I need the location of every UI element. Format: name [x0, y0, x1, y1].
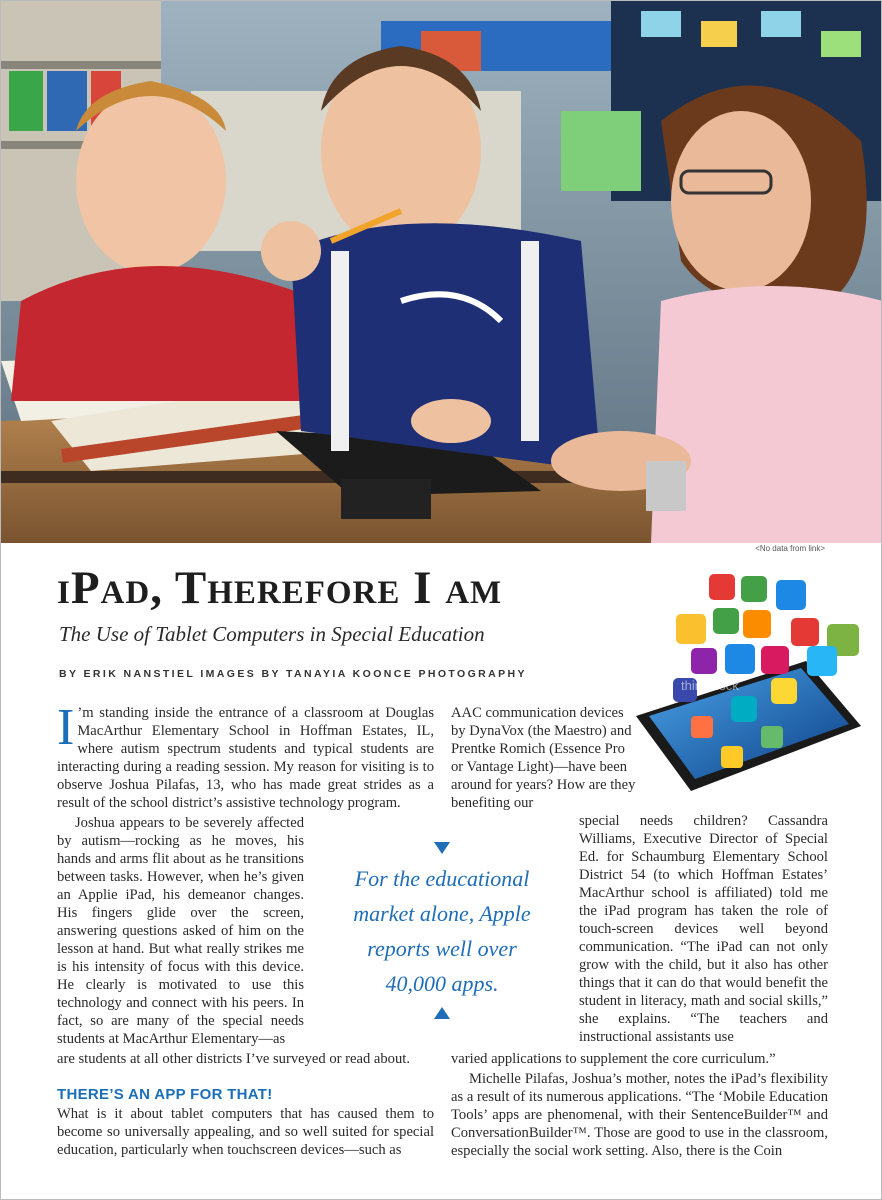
pull-quote-triangle-bottom — [434, 1007, 450, 1019]
article-byline: BY ERIK NANSTIEL IMAGES BY TANAYIA KOONCE PHOTOGRAPHY — [59, 668, 527, 680]
paragraph-michelle-pilafas: Michelle Pilafas, Joshua’s mother, notes the iPad’s flexibility as a result of its numerous applications. “The ‘Mobile Education Tools’ apps are phenomenal, with their SentenceBuilder™ and ConversationBuilder™. Those are good to use in the classroom, especially the social work setting. Also, there is the Coin — [451, 1071, 828, 1159]
paragraph-joshua: Joshua appears to be severely affected by autism—rocking as he moves, his hands and arms flit about as he transitions between tasks. However, when he’s given an Applie iPad, his demeanor changes. His fingers glide over the screen, answering questions asked of him on the lesson at hand. But what really strikes me is his intensity of focus with this device. He clearly is motivated to use this technology and connect with his peers. In fact, so are many of the special needs students at MacArthur Elementary—as — [57, 815, 304, 1047]
app-cloud-illustration — [631, 566, 871, 801]
article-subtitle: The Use of Tablet Computers in Special Education — [59, 622, 485, 646]
pull-quote: For the educational market alone, Apple reports well over 40,000 apps. — [353, 866, 531, 996]
paragraph-joshua-tail: are students at all other districts I’ve surveyed or read about. — [57, 1051, 410, 1067]
paragraph-app-question: What is it about tablet computers that has caused them to become so universally appealing, and so well suited for special education, particularly when touchscreen devices—such as — [57, 1106, 434, 1158]
classroom-photo — [1, 1, 882, 543]
paragraph-cassandra-williams: special needs children? Cassandra Williams, Executive Director of Special Ed. for Schaumburg Elementary School District 54 (to which Hoffman Estates’ MacArthur school is affiliated) told me the iPad program has taken the role of touch-screen devices well beyond communication. “The iPad can not only grow with the child, but it also has other things that it can do that would benefit the student in literacy, math and social skills,” she explains. “The teachers and instructional assistants use — [579, 813, 828, 1045]
drop-cap: I — [57, 699, 75, 756]
paragraph-aac-devices: AAC communication devices by DynaVox (the Maestro) and Prentke Romich (Essence Pro or Vantage Light)—have been around for years? How are they benefiting our — [451, 705, 636, 811]
pull-quote-triangle-top — [434, 842, 450, 854]
paragraph-intro: I ’m standing inside the entrance of a classroom at Douglas MacArthur Elementary School in Hoffman Estates, IL, where autism spectrum students and typical students are interacting during a reading session. My reason for visiting is to observe Joshua Pilafas, 13, who has made great strides as a result of the school district’s assistive technology program. — [57, 699, 434, 811]
watermark-text: thinkstock — [681, 678, 739, 693]
section-heading: THERE’S AN APP FOR THAT! — [57, 1086, 273, 1103]
article-title: iPad, Therefore I am — [57, 562, 503, 614]
paragraph-cassandra-tail: varied applications to supplement the core curriculum.” — [451, 1051, 776, 1067]
photo-credit: <No data from link> — [755, 544, 825, 553]
